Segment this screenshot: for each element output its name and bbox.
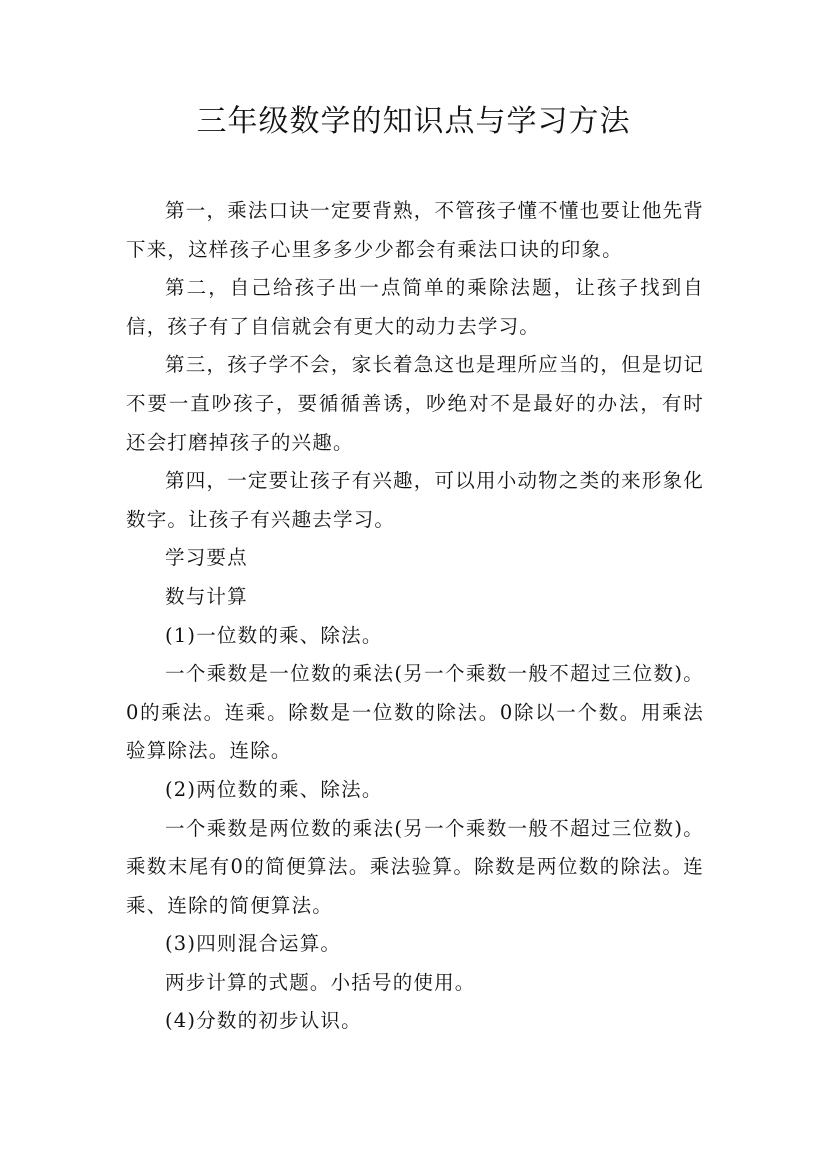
- item-heading-4: (4)分数的初步认识。: [165, 1009, 362, 1033]
- section-heading-key-points: 学习要点: [165, 546, 248, 570]
- paragraph-method-3: 第三，孩子学不会，家长着急这也是理所应当的，但是切记不要一直吵孩子，要循循善诱，吵绝对不是最好的办法，有时还会打磨掉孩子的兴趣。: [126, 353, 704, 454]
- document-body: [126, 192, 704, 1041]
- item-text-3: 两步计算的式题。小括号的使用。: [165, 970, 476, 994]
- item-heading-2: (2)两位数的乘、除法。: [165, 777, 383, 801]
- paragraph-method-1: 第一，乘法口诀一定要背熟，不管孩子懂不懂也要让他先背下来，这样孩子心里多多少少都会有乘法口诀的印象。: [126, 199, 704, 261]
- item-heading-3: (3)四则混合运算。: [165, 932, 342, 956]
- paragraph-method-2: 第二，自己给孩子出一点简单的乘除法题，让孩子找到自信，孩子有了自信就会有更大的动力去学习。: [126, 276, 704, 338]
- item-text-2: 一个乘数是两位数的乘法(另一个乘数一般不超过三位数)。乘数末尾有0的简便算法。乘法验算。除数是两位数的除法。连乘、连除的简便算法。: [126, 816, 704, 917]
- item-text-1: 一个乘数是一位数的乘法(另一个乘数一般不超过三位数)。0的乘法。连乘。除数是一位数的除法。0除以一个数。用乘法验算除法。连除。: [126, 662, 704, 763]
- item-heading-1: (1)一位数的乘、除法。: [165, 623, 383, 647]
- document-title: 三年级数学的知识点与学习方法: [196, 104, 631, 139]
- subsection-heading-numbers-and-calculation: 数与计算: [165, 584, 248, 608]
- paragraph-method-4: 第四，一定要让孩子有兴趣，可以用小动物之类的来形象化数字。让孩子有兴趣去学习。: [126, 469, 704, 531]
